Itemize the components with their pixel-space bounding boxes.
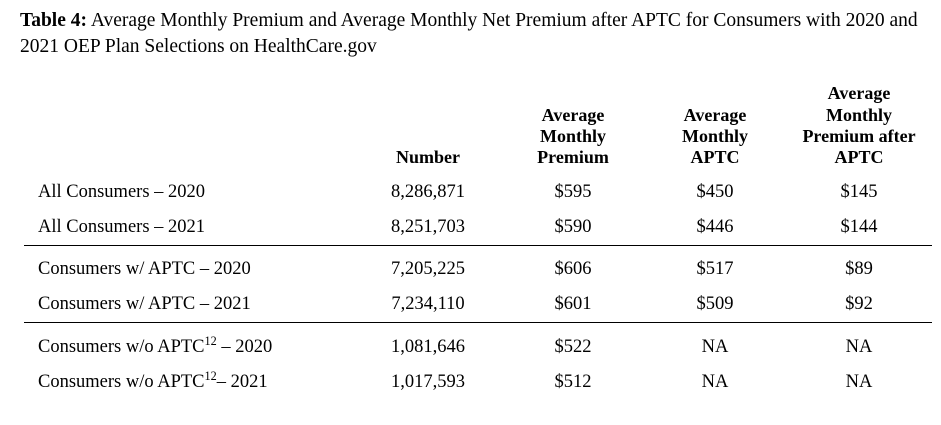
column-header-average-monthly-premium [502, 70, 644, 174]
row-label-text: Consumers w/ APTC – 2020 [38, 259, 251, 280]
column-header-average-monthly-aptc-line-2: Monthly [681, 125, 748, 146]
cell-average-monthly-premium-after-aptc: $145 [840, 181, 878, 202]
column-header-average-monthly-aptc [644, 70, 786, 174]
column-header-premium-after-aptc-line-4: APTC [834, 147, 884, 168]
column-header-premium-after-aptc-line-1: Average [827, 83, 891, 104]
cell-average-monthly-premium: $512 [554, 371, 592, 392]
cell-average-monthly-aptc: $450 [696, 181, 734, 202]
cell-number: 1,017,593 [391, 371, 465, 392]
table-row [24, 287, 932, 323]
table-row [24, 364, 932, 399]
column-header-number-line-1: Number [396, 147, 460, 168]
row-label-text: Consumers w/o APTC [38, 336, 205, 357]
column-header-average-monthly-premium-line-2: Monthly [539, 125, 606, 146]
table-caption [20, 8, 925, 60]
column-header-number [354, 70, 502, 174]
column-header-average-monthly-premium-line-1: Average [541, 104, 605, 125]
table-row [24, 252, 932, 287]
cell-average-monthly-premium: $590 [502, 209, 644, 245]
row-label-text: All Consumers – 2020 [38, 181, 206, 202]
premium-table [24, 70, 932, 399]
cell-average-monthly-premium: $606 [554, 259, 592, 280]
cell-average-monthly-premium: $522 [554, 336, 592, 357]
row-label-all-consumers-2020 [24, 174, 354, 209]
column-header-average-monthly-aptc-line-1: Average [683, 104, 747, 125]
table-caption-label: Table 4: [20, 10, 88, 31]
cell-average-monthly-aptc: NA [701, 371, 729, 392]
column-header-average-monthly-premium-line-3: Premium [537, 147, 609, 168]
table-row [24, 209, 932, 245]
cell-average-monthly-premium-after-aptc: NA [845, 336, 873, 357]
cell-number: 8,251,703 [354, 209, 502, 245]
row-label-consumers-without-aptc-2020 [24, 329, 354, 364]
row-label-text: Consumers w/ APTC – 2021 [38, 294, 251, 315]
row-label-text-suffix: – 2020 [216, 336, 273, 357]
cell-average-monthly-premium-after-aptc: NA [845, 371, 873, 392]
row-label-all-consumers-2021 [24, 209, 354, 245]
table-row [24, 174, 932, 209]
table-header [24, 70, 932, 174]
row-label-consumers-without-aptc-2021 [24, 364, 354, 399]
cell-average-monthly-premium-after-aptc: $89 [845, 259, 873, 280]
cell-average-monthly-aptc: $509 [644, 287, 786, 323]
cell-number: 1,081,646 [391, 336, 465, 357]
column-header-premium-after-aptc-line-3: Premium after [802, 125, 916, 146]
row-label-footnote-marker: 12 [204, 333, 217, 348]
column-header-average-monthly-aptc-line-3: APTC [690, 147, 740, 168]
column-header-average-monthly-premium-after-aptc [786, 70, 932, 174]
row-label-consumers-with-aptc-2021 [24, 287, 354, 323]
table-header-row [24, 70, 932, 174]
cell-average-monthly-aptc: NA [701, 336, 729, 357]
cell-average-monthly-premium: $595 [554, 181, 592, 202]
table-body [24, 174, 932, 399]
row-label-text: Consumers w/o APTC [38, 371, 205, 392]
cell-average-monthly-premium: $601 [502, 287, 644, 323]
column-header-premium-after-aptc-line-2: Monthly [825, 104, 892, 125]
cell-average-monthly-premium-after-aptc: $144 [786, 209, 932, 245]
cell-number: 7,234,110 [354, 287, 502, 323]
table-caption-text: Average Monthly Premium and Average Monthly Net Premium after APTC for Consumers with 2020 and 2021 OEP Plan Selections on HealthCare.gov [20, 10, 918, 58]
cell-number: 7,205,225 [391, 259, 465, 280]
row-label-text-suffix: – 2021 [216, 371, 268, 392]
cell-average-monthly-premium-after-aptc: $92 [786, 287, 932, 323]
cell-number: 8,286,871 [391, 181, 465, 202]
table-row [24, 329, 932, 364]
cell-average-monthly-aptc: $517 [696, 259, 734, 280]
cell-average-monthly-aptc: $446 [644, 209, 786, 245]
row-label-footnote-marker: 12 [204, 368, 217, 383]
row-label-text: All Consumers – 2021 [38, 216, 206, 237]
row-label-consumers-with-aptc-2020 [24, 252, 354, 287]
column-header-category [24, 70, 354, 174]
